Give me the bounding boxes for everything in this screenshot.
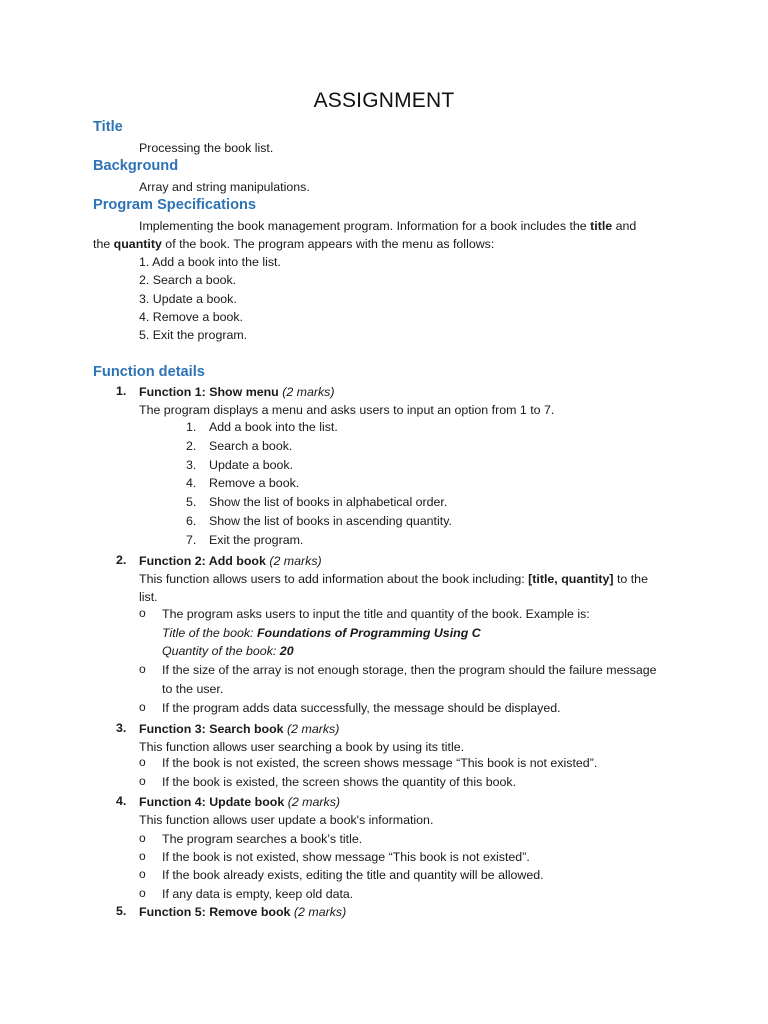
function-2-number: 2. bbox=[116, 553, 127, 567]
option-text: Update a book. bbox=[209, 458, 294, 472]
background-body: Array and string manipulations. bbox=[139, 180, 310, 194]
spec-menu-item: 2. Search a book. bbox=[139, 273, 237, 287]
function-2-desc-line-1: This function allows users to add information about the book including: [title, quantity] to the bbox=[139, 572, 648, 586]
option-number: 4. bbox=[186, 476, 197, 490]
function-2-bullet-2-line-2: to the user. bbox=[162, 682, 224, 696]
function-1-desc: The program displays a menu and asks users to input an option from 1 to 7. bbox=[139, 403, 555, 417]
function-1-title: Function 1: Show menu (2 marks) bbox=[139, 385, 335, 399]
function-5-title: Function 5: Remove book (2 marks) bbox=[139, 905, 347, 919]
function-4-bullet-4: If any data is empty, keep old data. bbox=[162, 887, 354, 901]
function-2-title: Function 2: Add book (2 marks) bbox=[139, 554, 322, 568]
function-1-number: 1. bbox=[116, 384, 127, 398]
heading-function-details: Function details bbox=[93, 364, 205, 380]
function-2-bullet-1: The program asks users to input the title and quantity of the book. Example is: bbox=[162, 607, 590, 621]
option-number: 5. bbox=[186, 495, 197, 509]
program-specs-intro-line-1: Implementing the book management program. Information for a book includes the title and bbox=[139, 219, 637, 233]
function-3-desc: This function allows user searching a book by using its title. bbox=[139, 740, 465, 754]
option-text: Show the list of books in ascending quantity. bbox=[209, 514, 452, 528]
function-3-bullet-2: If the book is existed, the screen shows the quantity of this book. bbox=[162, 775, 517, 789]
function-4-bullet-1: The program searches a book’s title. bbox=[162, 832, 363, 846]
function-4-bullet-2: If the book is not existed, show message “This book is not existed”. bbox=[162, 850, 530, 864]
option-text: Search a book. bbox=[209, 439, 293, 453]
spec-menu-item: 5. Exit the program. bbox=[139, 328, 248, 342]
option-number: 6. bbox=[186, 514, 197, 528]
function-3-bullet-1: If the book is not existed, the screen shows message “This book is not existed”. bbox=[162, 756, 598, 770]
heading-title: Title bbox=[93, 119, 123, 135]
heading-program-specifications: Program Specifications bbox=[93, 197, 257, 213]
bullet-icon: o bbox=[139, 886, 146, 900]
function-2-desc-line-2: list. bbox=[139, 590, 158, 604]
function-2-example-title: Title of the book: Foundations of Programming Using C bbox=[162, 626, 481, 640]
function-2-bullet-3: If the program adds data successfully, the message should be displayed. bbox=[162, 701, 561, 715]
function-2-example-quantity: Quantity of the book: 20 bbox=[162, 644, 294, 658]
spec-menu-item: 3. Update a book. bbox=[139, 292, 237, 306]
function-3-number: 3. bbox=[116, 721, 127, 735]
bullet-icon: o bbox=[139, 849, 146, 863]
heading-background: Background bbox=[93, 158, 179, 174]
spec-menu-item: 4. Remove a book. bbox=[139, 310, 244, 324]
function-4-desc: This function allows user update a book's information. bbox=[139, 813, 434, 827]
function-5-number: 5. bbox=[116, 904, 127, 918]
option-text: Remove a book. bbox=[209, 476, 300, 490]
bullet-icon: o bbox=[139, 867, 146, 881]
function-4-title: Function 4: Update book (2 marks) bbox=[139, 795, 341, 809]
function-4-number: 4. bbox=[116, 794, 127, 808]
bullet-icon: o bbox=[139, 700, 146, 714]
spec-menu-item: 1. Add a book into the list. bbox=[139, 255, 281, 269]
function-3-title: Function 3: Search book (2 marks) bbox=[139, 722, 340, 736]
option-number: 7. bbox=[186, 533, 197, 547]
program-specs-intro-line-2: the quantity of the book. The program appears with the menu as follows: bbox=[93, 237, 495, 251]
bullet-icon: o bbox=[139, 774, 146, 788]
document-title: ASSIGNMENT bbox=[313, 89, 455, 112]
bullet-icon: o bbox=[139, 606, 146, 620]
bullet-icon: o bbox=[139, 831, 146, 845]
option-text: Add a book into the list. bbox=[209, 420, 338, 434]
option-number: 1. bbox=[186, 420, 197, 434]
function-2-bullet-2-line-1: If the size of the array is not enough storage, then the program should the failure message bbox=[162, 663, 657, 677]
bullet-icon: o bbox=[139, 662, 146, 676]
function-4-bullet-3: If the book already exists, editing the title and quantity will be allowed. bbox=[162, 868, 544, 882]
title-body: Processing the book list. bbox=[139, 141, 274, 155]
option-number: 2. bbox=[186, 439, 197, 453]
option-text: Show the list of books in alphabetical order. bbox=[209, 495, 448, 509]
option-number: 3. bbox=[186, 458, 197, 472]
option-text: Exit the program. bbox=[209, 533, 304, 547]
bullet-icon: o bbox=[139, 755, 146, 769]
